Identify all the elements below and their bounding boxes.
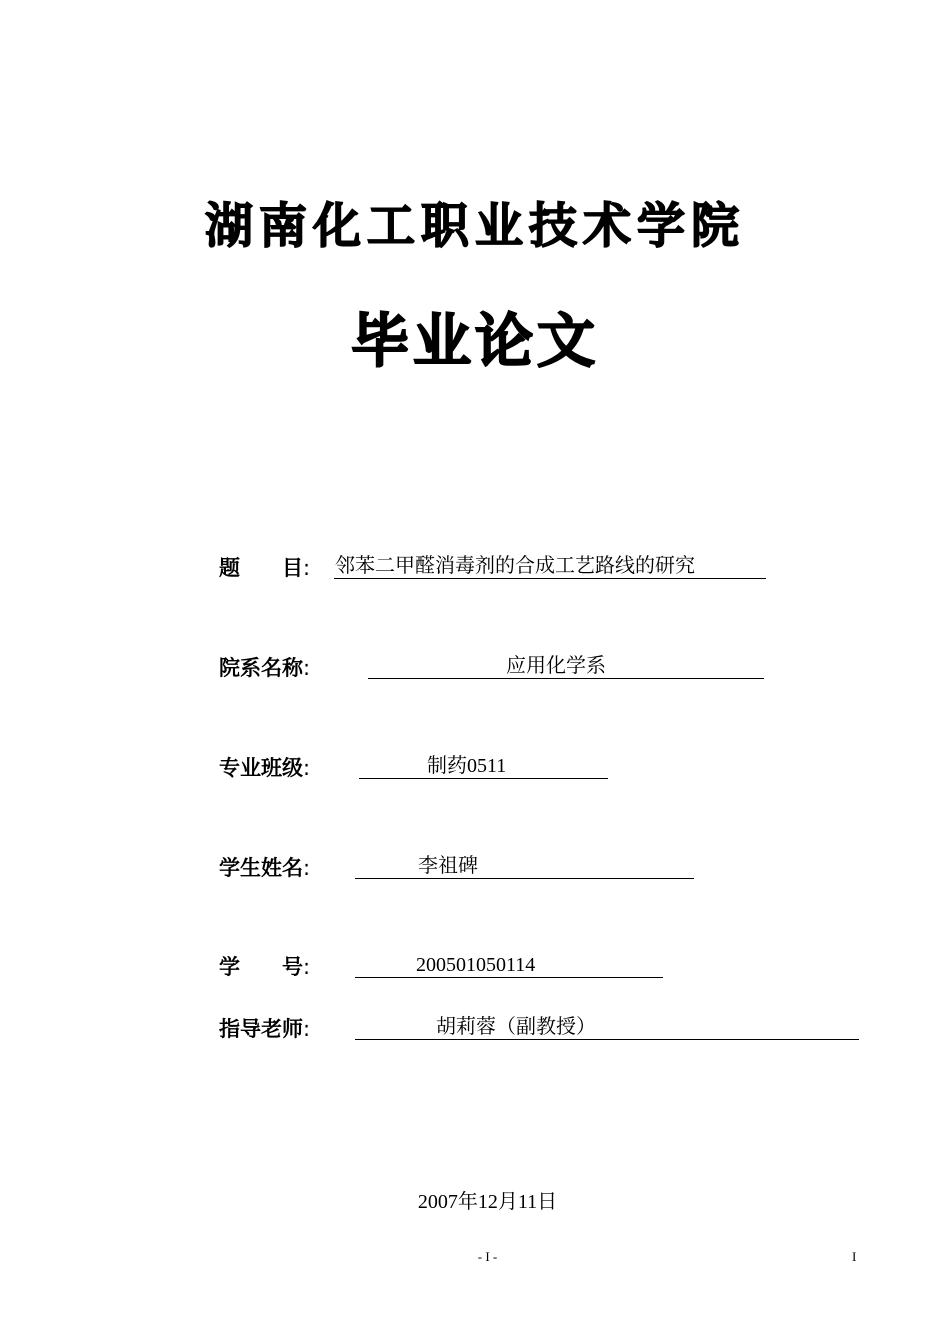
date: 2007年12月11日: [417, 1191, 558, 1213]
page-corner-mark: I: [852, 1249, 857, 1264]
class-value: 制药0511: [427, 755, 507, 777]
topic-value-field: [334, 551, 766, 579]
student-name-value: 李祖碑: [418, 855, 478, 877]
document-title: 毕业论文: [350, 307, 599, 375]
topic-label: 题 目:: [219, 556, 311, 580]
student-name-value-field: [355, 851, 694, 879]
class-value-field: [359, 751, 608, 779]
student-id-value: 200501050114: [416, 954, 536, 976]
advisor-value-field: [355, 1012, 859, 1040]
advisor-label: 指导老师:: [219, 1017, 311, 1041]
student-id-value-field: [355, 950, 663, 978]
school-name: 湖南化工职业技术学院: [204, 198, 745, 254]
student-name-label: 学生姓名:: [219, 856, 311, 880]
topic-value: 邻苯二甲醛消毒剂的合成工艺路线的研究: [335, 555, 695, 577]
department-value-field: [368, 651, 764, 679]
page-number: - I -: [477, 1249, 498, 1264]
student-id-label: 学 号:: [219, 955, 311, 979]
advisor-value: 胡莉蓉（副教授）: [436, 1016, 596, 1038]
department-value: 应用化学系: [506, 655, 606, 677]
department-label: 院系名称:: [219, 656, 311, 680]
class-label: 专业班级:: [219, 756, 311, 780]
